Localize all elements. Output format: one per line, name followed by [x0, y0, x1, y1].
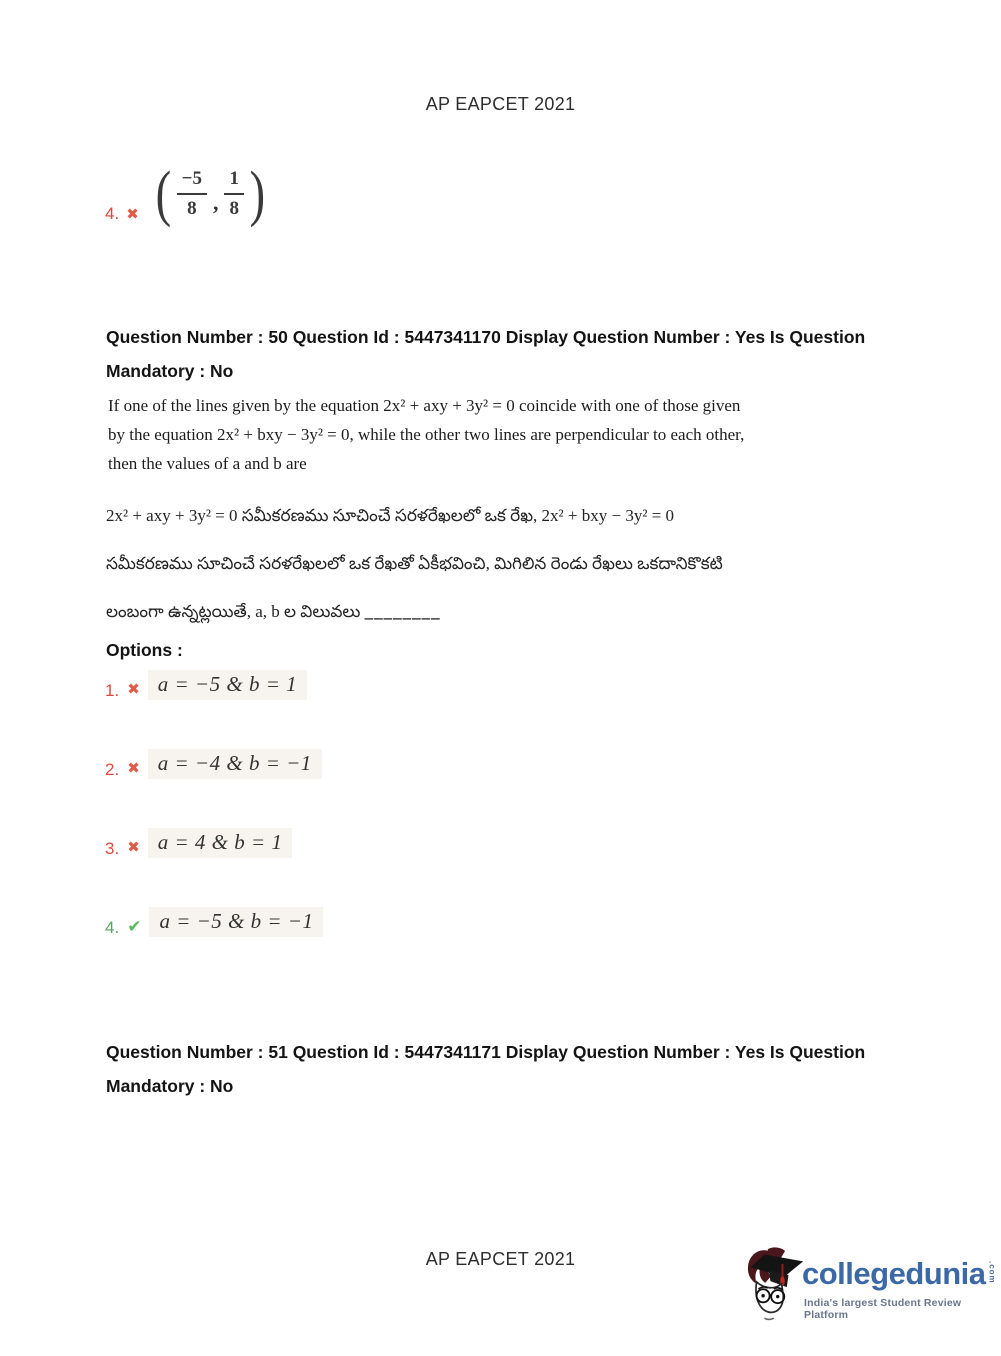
option-number: 4. [105, 204, 120, 223]
question50-header [106, 320, 906, 388]
brand-wordmark: collegedunia [802, 1256, 986, 1291]
answer-blank-line: ________ [364, 602, 441, 621]
option-math: a = −5 & b = −1 [149, 907, 323, 937]
option-row-2 [105, 747, 323, 781]
mascot-logo [742, 1240, 804, 1324]
brand-domain: .com [987, 1261, 997, 1284]
option-number: 1. [105, 681, 120, 700]
options-label: Options : [106, 640, 183, 660]
option-number: 4. [105, 918, 120, 937]
footer-title: AP EAPCET 2021 [425, 1249, 576, 1269]
question50-text-telugu: 2x² + axy + 3y² = 0 సమీకరణము సూచించే సరళరేఖలలో ఒక రేఖ, 2x² + bxy − 3y² = 0 సమీకరణము సూచించే సరళరేఖలలో ఒక రేఖతో ఏకీభవించి, మిగిలిన రెండు రేఖలు ఒకదానికొకటి లంబంగా ఉన్నట్లయితే, a, b ల విలువలు ________ [106, 496, 786, 640]
close-paren: ) [249, 160, 266, 228]
brand-tagline: India's largest Student Review Platform [804, 1297, 962, 1321]
prev-option-marker [105, 204, 139, 224]
wrong-icon: ✖ [126, 205, 139, 223]
header-title: AP EAPCET 2021 [425, 94, 576, 114]
fraction-one: $\frac{-5}{8}$ [177, 168, 207, 220]
wrong-icon: ✖ [127, 760, 140, 777]
option-row-4 [105, 905, 323, 939]
question50-header-line2: Mandatory : No [106, 361, 234, 381]
comma-separator: , [212, 190, 219, 215]
option-math: a = 4 & b = 1 [148, 828, 293, 858]
option-row-3 [105, 826, 323, 860]
wrong-icon: ✖ [127, 681, 140, 698]
correct-icon: ✔ [127, 917, 142, 936]
collegedunia-logo [742, 1240, 997, 1328]
option-math: a = −5 & b = 1 [148, 670, 307, 700]
question51-header [106, 1035, 906, 1103]
option-math: a = −4 & b = −1 [148, 749, 322, 779]
open-paren: ( [155, 160, 172, 228]
question50-header-line1: Question Number : 50 Question Id : 5447341170 Display Question Number : Yes Is Question [106, 327, 866, 347]
fraction-expression [153, 160, 268, 228]
option-number: 3. [105, 839, 120, 858]
options-list [105, 668, 323, 984]
option-row-1 [105, 668, 323, 702]
option-number: 2. [105, 760, 120, 779]
fraction-two: $\frac{1}{8}$ [224, 168, 244, 220]
question50-text-english: If one of the lines given by the equation 2x² + axy + 3y² = 0 coincide with one of those given by the equation 2x² + bxy − 3y² = 0, while the other two lines are perpendicular to each other, then the values of a and b are [108, 396, 745, 473]
wrong-icon: ✖ [127, 839, 140, 856]
question51-header-line1: Question Number : 51 Question Id : 5447341171 Display Question Number : Yes Is Question [106, 1042, 866, 1062]
question51-header-line2: Mandatory : No [106, 1076, 234, 1096]
